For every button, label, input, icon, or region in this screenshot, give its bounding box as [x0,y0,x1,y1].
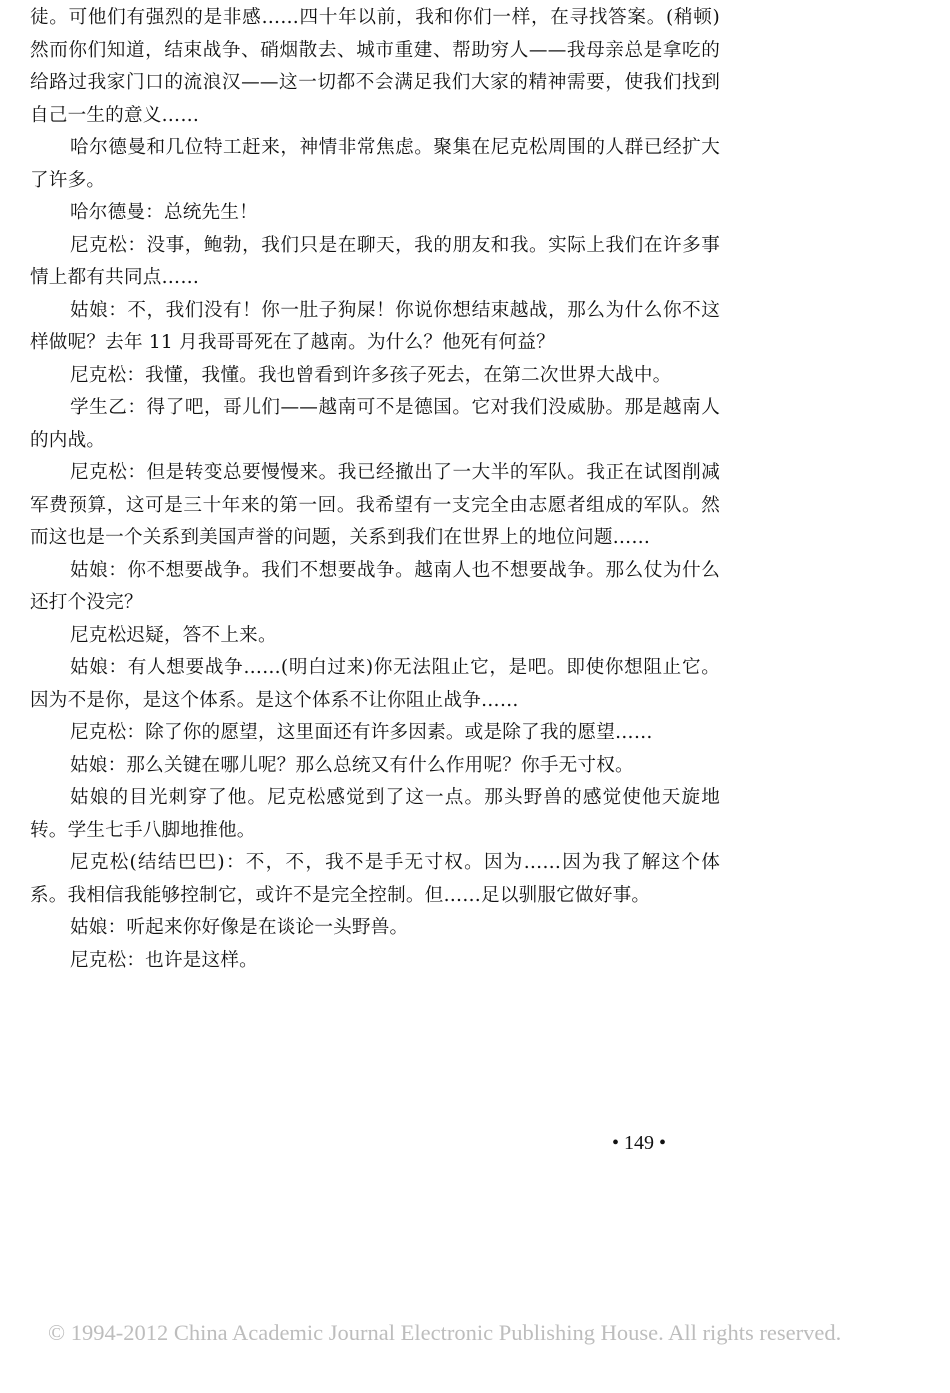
paragraph-16: 姑娘：听起来你好像是在谈论一头野兽。 [70,917,409,938]
paragraph-1: 徒。可他们有强烈的是非感……四十年以前，我和你们一样，在寻找答案。(稍顿)然而你们知道，结束战争、硝烟散去、城市重建、帮助穷人——我母亲总是拿吃的给路过我家门口的流浪汉——这一切都不会满足我们大家的精神需要，使我们找到自己一生的意义…… [30,7,720,126]
paragraph-6: 尼克松：我懂，我懂。我也曾看到许多孩子死去，在第二次世界大战中。 [70,364,672,386]
paragraph-5: 姑娘：不，我们没有！你一肚子狗屎！你说你想结束越战，那么为什么你不这样做呢？去年 11 月我哥哥死在了越南。为什么？他死有何益？ [30,299,720,353]
paragraph-12: 尼克松：除了你的愿望，这里面还有许多因素。或是除了我的愿望…… [70,722,653,743]
body-text [30,2,720,977]
paragraph-2: 哈尔德曼和几位特工赶来，神情非常焦虑。聚集在尼克松周围的人群已经扩大了许多。 [30,137,720,191]
paragraph-10: 尼克松迟疑，答不上来。 [70,624,277,646]
page-number: • 149 • [612,1132,667,1154]
paragraph-4: 尼克松：没事，鲍勃，我们只是在聊天，我的朋友和我。实际上我们在许多事情上都有共同点…… [30,234,720,288]
paragraph-9: 姑娘：你不想要战争。我们不想要战争。越南人也不想要战争。那么仗为什么还打个没完？ [30,559,720,613]
paragraph-17: 尼克松：也许是这样。 [70,949,258,971]
paragraph-13: 姑娘：那么关键在哪儿呢？那么总统又有什么作用呢？你手无寸权。 [70,754,634,776]
paragraph-15: 尼克松(结结巴巴)：不，不，我不是手无寸权。因为……因为我了解这个体系。我相信我能够控制它，或许不是完全控制。但……足以驯服它做好事。 [30,852,720,906]
paragraph-14: 姑娘的目光刺穿了他。尼克松感觉到了这一点。那头野兽的感觉使他天旋地转。学生七手八脚地推他。 [30,787,720,841]
paragraph-3: 哈尔德曼：总统先生！ [70,202,258,223]
paragraph-11: 姑娘：有人想要战争……(明白过来)你无法阻止它，是吧。即使你想阻止它。因为不是你，是这个体系。是这个体系不让你阻止战争…… [30,657,720,711]
copyright-notice: © 1994-2012 China Academic Journal Electronic Publishing House. All rights reserved. [48,1320,842,1345]
paragraph-7: 学生乙：得了吧，哥儿们——越南可不是德国。它对我们没威胁。那是越南人的内战。 [30,397,720,451]
paragraph-8: 尼克松：但是转变总要慢慢来。我已经撤出了一大半的军队。我正在试图削减军费预算，这可是三十年来的第一回。我希望有一支完全由志愿者组成的军队。然而这也是一个关系到美国声誉的问题，关系到我们在世界上的地位问题…… [30,462,720,548]
